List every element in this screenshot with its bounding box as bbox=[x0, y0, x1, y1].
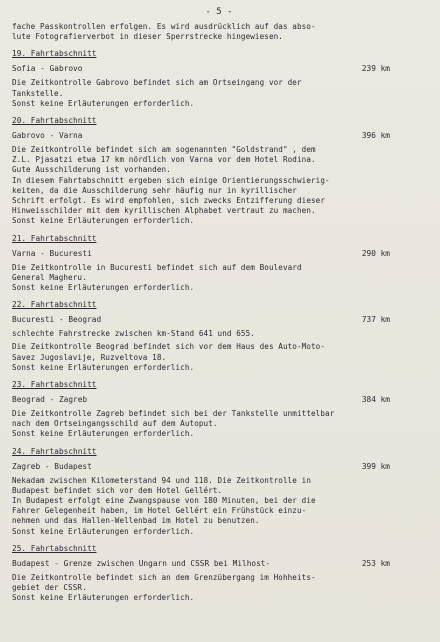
section-heading: 20. Fahrtabschnitt bbox=[12, 116, 97, 126]
body-line: Schrift erfolgt. Es wird empfohlen, sich zwecks Entzifferung dieser bbox=[12, 196, 326, 206]
section-heading: 21. Fahrtabschnitt bbox=[12, 233, 97, 243]
section-heading: 19. Fahrtabschnitt bbox=[12, 49, 97, 59]
body-line: Gute Ausschilderung ist vorhanden. bbox=[12, 165, 171, 175]
route-row bbox=[12, 248, 426, 259]
body-line: General Magheru. bbox=[12, 272, 87, 282]
route-distance: 290 km bbox=[361, 248, 390, 258]
section-fahrtabschnitt bbox=[12, 48, 426, 109]
route-name: Beograd - Zagreb bbox=[12, 395, 88, 405]
section-fahrtabschnitt bbox=[12, 446, 426, 537]
route-name: Budapest - Grenze zwischen Ungarn und CSSR bei Milhost- bbox=[12, 558, 271, 568]
body-line: Sonst keine Erläuterungen erforderlich. bbox=[12, 362, 195, 372]
section-fahrtabschnitt bbox=[12, 379, 426, 440]
route-row bbox=[12, 558, 426, 569]
section-heading: 22. Fahrtabschnitt bbox=[12, 300, 97, 310]
route-distance: 399 km bbox=[361, 461, 390, 471]
route-row bbox=[12, 461, 426, 472]
route-row bbox=[12, 130, 426, 141]
body-line: Tankstelle. bbox=[12, 88, 64, 98]
section-heading: 23. Fahrtabschnitt bbox=[12, 380, 97, 390]
body-line: In Budapest erfolgt eine Zwangspause von 180 Minuten, bei der die bbox=[12, 496, 316, 506]
body-line: Sonst keine Erläuterungen erforderlich. bbox=[12, 429, 195, 439]
section-fahrtabschnitt bbox=[12, 543, 426, 604]
body-line: nehmen und das Hallen-Wellenbad im Hotel zu benutzen. bbox=[12, 516, 260, 526]
section-heading: 25. Fahrtabschnitt bbox=[12, 543, 97, 553]
route-distance: 737 km bbox=[361, 315, 390, 325]
route-distance: 384 km bbox=[361, 395, 390, 405]
section-fahrtabschnitt bbox=[12, 115, 426, 227]
route-distance: 253 km bbox=[361, 558, 390, 568]
body-line: Sonst keine Erläuterungen erforderlich. bbox=[12, 216, 195, 226]
body-line: Fahrer Gelegenheit haben, im Hotel Gellért ein Frühstück einzu- bbox=[12, 506, 307, 516]
body-line: Die Zeitkontrolle Beograd befindet sich vor dem Haus des Auto-Moto- bbox=[12, 342, 326, 352]
body-line: schlechte Fahrstrecke zwischen km-Stand 641 und 655. bbox=[12, 329, 255, 339]
body-line: keiten, da die Ausschilderung sehr häufig nur in kyrillischer bbox=[12, 185, 297, 195]
section-fahrtabschnitt bbox=[12, 299, 426, 373]
route-distance: 396 km bbox=[361, 131, 390, 141]
body-line: Z.L. Pjasatzi etwa 17 km nördlich von Varna vor dem Hotel Rodina. bbox=[12, 155, 316, 165]
body-line: Sonst keine Erläuterungen erforderlich. bbox=[12, 593, 195, 603]
body-line: Sonst keine Erläuterungen erforderlich. bbox=[12, 98, 195, 108]
body-line: Budapest befindet sich vor dem Hotel Gellért. bbox=[12, 485, 223, 495]
route-name: Zagreb - Budapest bbox=[12, 461, 92, 471]
sections-container bbox=[12, 48, 426, 603]
intro-line: fache Passkontrollen erfolgen. Es wird ausdrücklich auf das abso- bbox=[12, 22, 316, 31]
body-line: Savez Jugoslavije, Ruzveltova 18. bbox=[12, 352, 167, 362]
body-line: Die Zeitkontrolle Zagreb befindet sich bei der Tankstelle unmittelbar bbox=[12, 409, 335, 419]
body-line: gebiet der CSSR. bbox=[12, 583, 87, 593]
body-line: Die Zeitkontrolle Gabrovo befindet sich am Ortseingang vor der bbox=[12, 78, 302, 88]
body-line: Sonst keine Erläuterungen erforderlich. bbox=[12, 526, 195, 536]
intro-paragraph bbox=[12, 22, 426, 42]
body-line: Hinweisschilder mit dem kyrillischen Alphabet vertraut zu machen. bbox=[12, 206, 316, 216]
body-line: Die Zeitkontrolle befindet sich an dem Grenzübergang im Hohheits- bbox=[12, 572, 316, 582]
body-line: In diesem Fahrtabschnitt ergeben sich einige Orientierungsschwierig- bbox=[12, 175, 330, 185]
page-number: - 5 - bbox=[205, 7, 233, 17]
body-line: nach dem Ortseingangsschild auf dem Autoput. bbox=[12, 419, 218, 429]
body-line: Nekadam zwischen Kilometerstand 94 und 118. Die Zeitkontrolle in bbox=[12, 475, 311, 485]
route-name: Varna - Bucuresti bbox=[12, 248, 92, 258]
route-row bbox=[12, 63, 426, 74]
section-heading: 24. Fahrtabschnitt bbox=[12, 446, 97, 456]
section-fahrtabschnitt bbox=[12, 233, 426, 294]
intro-line: lute Fotografierverbot in dieser Sperrstrecke hingewiesen. bbox=[12, 32, 283, 42]
body-line: Sonst keine Erläuterungen erforderlich. bbox=[12, 283, 195, 293]
route-name: Gabrovo - Varna bbox=[12, 131, 83, 141]
body-line: Die Zeitkontrolle in Bucuresti befindet sich auf dem Boulevard bbox=[12, 262, 302, 272]
route-name: Sofia - Gabrovo bbox=[12, 64, 83, 74]
route-row bbox=[12, 394, 426, 405]
route-distance: 239 km bbox=[361, 64, 390, 74]
route-name: Bucuresti - Beograd bbox=[12, 315, 102, 325]
body-line: Die Zeitkontrolle befindet sich am sogenannten "Goldstrand" , dem bbox=[12, 145, 316, 155]
route-row bbox=[12, 314, 426, 325]
